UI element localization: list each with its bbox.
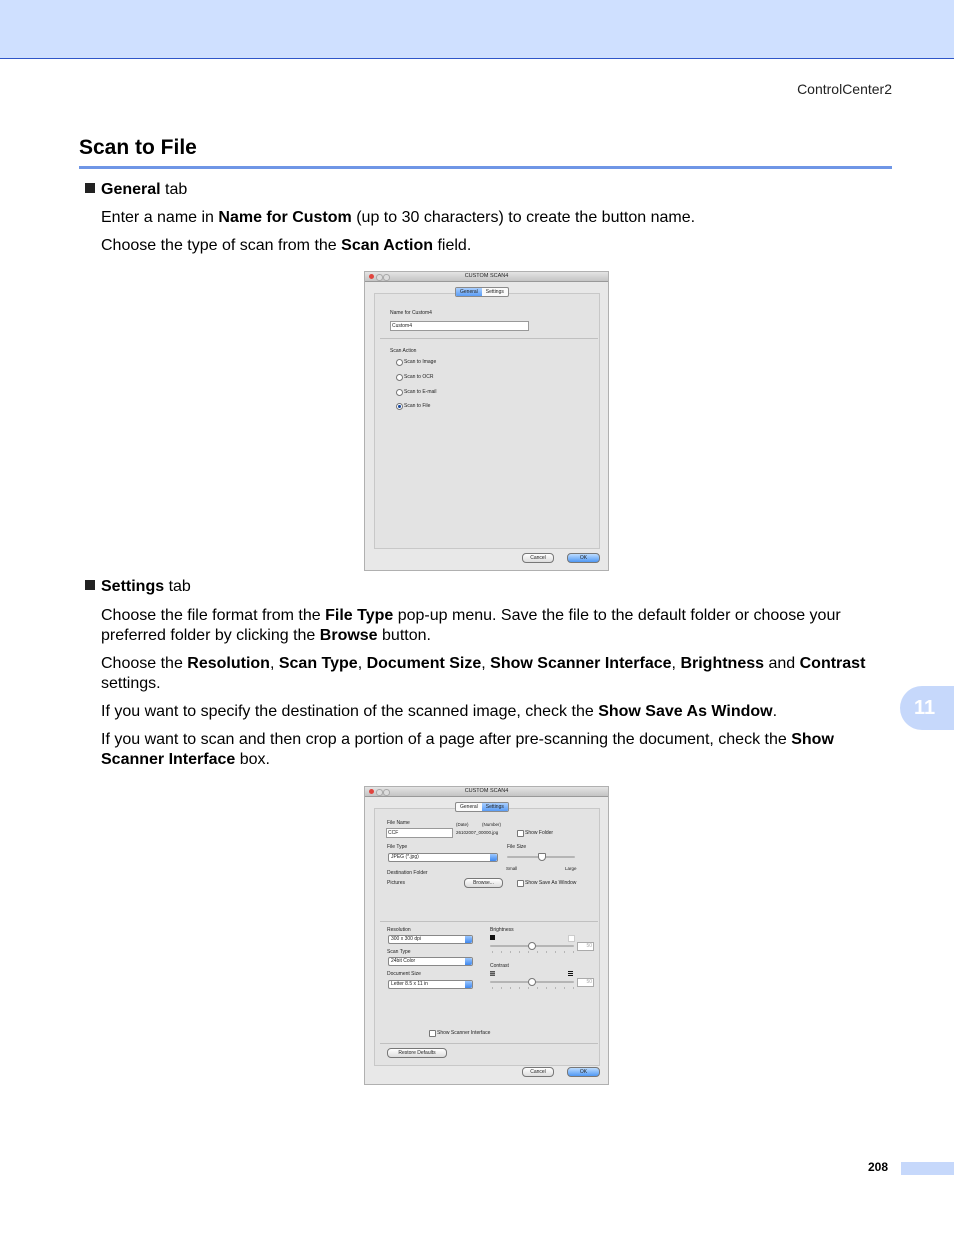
- bullet-bold: General: [101, 181, 161, 198]
- dark-square-icon: [490, 935, 495, 940]
- bullet-square-icon: [85, 183, 95, 193]
- brightness-label: Brightness: [490, 927, 514, 933]
- doc-size-popup[interactable]: Letter 8.5 x 11 in: [388, 980, 473, 989]
- show-scanner-interface-label: Show Scanner Interface: [437, 1030, 491, 1036]
- tab-settings[interactable]: Settings: [485, 289, 504, 295]
- window-titlebar: [365, 272, 608, 282]
- settings-pane: [374, 293, 600, 549]
- light-square-icon: [568, 935, 575, 942]
- paragraph-general-1: Enter a name in Name for Custom (up to 30 characters) to create the button name.: [101, 209, 696, 226]
- file-type-popup[interactable]: JPEG (*.jpg): [388, 853, 498, 862]
- chevron-updown-icon: [465, 981, 472, 988]
- cancel-button[interactable]: Cancel: [522, 553, 554, 563]
- tab-general[interactable]: General: [456, 288, 482, 296]
- contrast-value[interactable]: 50: [577, 978, 594, 987]
- file-type-label: File Type: [387, 844, 408, 850]
- show-folder-checkbox[interactable]: [517, 830, 524, 837]
- minimize-icon[interactable]: [376, 274, 383, 281]
- bullet-settings: [85, 578, 191, 596]
- cancel-button[interactable]: Cancel: [522, 1067, 554, 1077]
- paragraph-settings-1: Choose the file format from the File Type pop-up menu. Save the file to the default folder or choose your preferred folder by clicking the Browse button.: [101, 607, 841, 644]
- divider: [380, 921, 598, 922]
- number-label: (Number): [482, 822, 502, 827]
- window-titlebar: [365, 787, 608, 797]
- brightness-ticks: [492, 951, 574, 953]
- size-large-label: Large: [565, 866, 577, 871]
- paragraph-general-2: Choose the type of scan from the Scan Action field.: [101, 237, 472, 254]
- bullet-rest: tab: [164, 578, 191, 595]
- show-folder-label: Show Folder: [525, 830, 554, 836]
- page-number: 208: [868, 1160, 889, 1174]
- size-small-label: Small: [506, 866, 518, 871]
- restore-defaults-button[interactable]: Restore Defaults: [387, 1048, 447, 1058]
- page-bar: [901, 1162, 954, 1175]
- show-save-as-label: Show Save As Window: [525, 880, 577, 886]
- close-icon[interactable]: [369, 789, 374, 794]
- chapter-tab: 11: [900, 686, 954, 730]
- divider: [380, 338, 598, 339]
- running-title: ControlCenter2: [797, 81, 892, 97]
- bullet-rest: tab: [160, 181, 188, 198]
- low-contrast-icon: [490, 971, 495, 976]
- chevron-updown-icon: [465, 958, 472, 965]
- dest-folder-label: Destination Folder: [387, 870, 428, 876]
- tab-bar: [455, 287, 509, 297]
- window-title: CUSTOM SCAN4: [464, 273, 509, 279]
- name-field[interactable]: Custom4: [390, 321, 529, 331]
- contrast-knob[interactable]: [528, 978, 536, 986]
- brightness-knob[interactable]: [528, 942, 536, 950]
- resolution-popup[interactable]: 300 x 300 dpi: [388, 935, 473, 944]
- paragraph-settings-3: If you want to specify the destination of the scanned image, check the Show Save As Window.: [101, 703, 778, 720]
- resolution-label: Resolution: [387, 927, 411, 933]
- contrast-ticks: [492, 987, 574, 989]
- high-contrast-icon: [568, 971, 573, 976]
- tab-settings[interactable]: Settings: [482, 803, 508, 811]
- file-name-label: File Name: [387, 820, 410, 826]
- section-title: Scan to File: [79, 136, 197, 159]
- name-label: Name for Custom4: [390, 310, 432, 316]
- file-name-example: 26102007_00000.jpg: [456, 830, 499, 835]
- show-save-as-checkbox[interactable]: [517, 880, 524, 887]
- paragraph-settings-2: Choose the Resolution, Scan Type, Document Size, Show Scanner Interface, Brightness and Contrast settings.: [101, 655, 866, 692]
- date-label: (Date): [456, 822, 469, 827]
- header-band: [0, 0, 954, 59]
- ok-button[interactable]: OK: [567, 1067, 600, 1077]
- chevron-updown-icon: [465, 936, 472, 943]
- bullet-square-icon: [85, 580, 95, 590]
- radio-button-selected[interactable]: [396, 403, 403, 410]
- zoom-icon[interactable]: [383, 789, 390, 796]
- file-size-knob[interactable]: [538, 853, 546, 861]
- tab-general[interactable]: General: [460, 804, 478, 810]
- custom-scan-window-general: CUSTOM SCAN4 General Settings Name for Custom4 Custom4 Scan Action Scan to Image Scan to OCR Scan to E-mail Scan to File Cancel OK: [364, 271, 609, 571]
- browse-button[interactable]: Browse...: [464, 878, 503, 888]
- bullet-bold: Settings: [101, 578, 165, 595]
- close-icon[interactable]: [369, 274, 374, 279]
- file-size-label: File Size: [507, 844, 527, 850]
- bullet-general: [85, 181, 187, 199]
- title-rule: [79, 166, 892, 169]
- chevron-updown-icon: [490, 854, 497, 861]
- doc-size-label: Document Size: [387, 971, 421, 977]
- radio-button[interactable]: [396, 359, 403, 366]
- window-title: CUSTOM SCAN4: [464, 788, 509, 794]
- scan-type-popup[interactable]: 24bit Color: [388, 957, 473, 966]
- scan-action-label: Scan Action: [390, 348, 417, 354]
- brightness-value[interactable]: 50: [577, 942, 594, 951]
- file-name-field[interactable]: CCF: [386, 828, 453, 838]
- custom-scan-window-settings: [364, 786, 609, 1085]
- divider: [380, 1043, 598, 1044]
- show-scanner-interface-checkbox[interactable]: [429, 1030, 436, 1037]
- radio-button[interactable]: [396, 389, 403, 396]
- minimize-icon[interactable]: [376, 789, 383, 796]
- scan-type-label: Scan Type: [387, 949, 411, 955]
- ok-button[interactable]: OK: [567, 553, 600, 563]
- tab-bar: [455, 802, 509, 812]
- zoom-icon[interactable]: [383, 274, 390, 281]
- radio-button[interactable]: [396, 374, 403, 381]
- dest-folder-value: Pictures: [387, 880, 406, 886]
- contrast-label: Contrast: [490, 963, 509, 969]
- paragraph-settings-4: If you want to scan and then crop a portion of a page after pre-scanning the document, check the Show Scanner Interface box.: [101, 731, 834, 768]
